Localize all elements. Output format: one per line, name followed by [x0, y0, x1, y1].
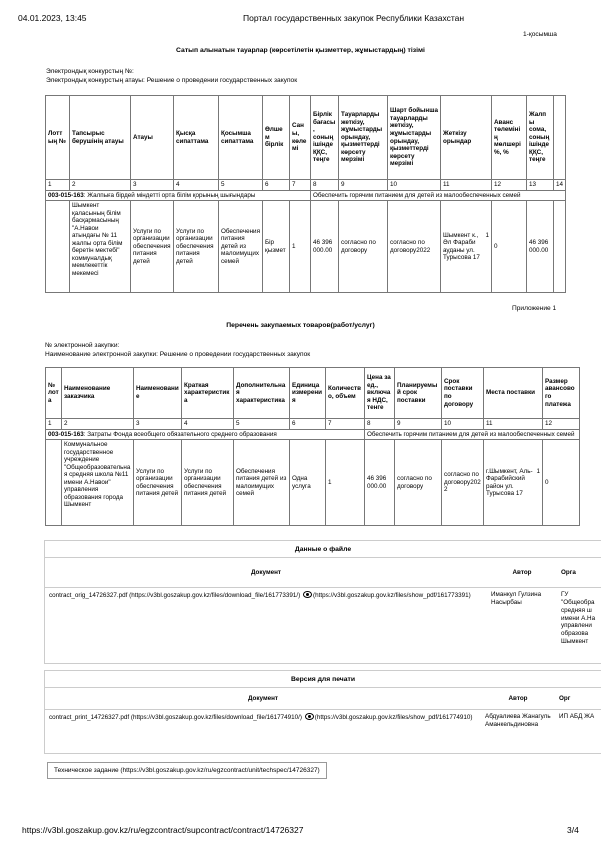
ru-group-goal: Обеспечить горячим питанием для детей из малообеспеченных семей — [365, 429, 580, 440]
ru-contract-term: согласно по договору2022 — [442, 440, 484, 526]
file-col-org: Орга — [557, 558, 601, 588]
kz-place-count: 1 — [485, 231, 489, 239]
ru-col-number: 5 — [234, 419, 290, 430]
kz-col-header: Шарт бойынша тауарларды жеткізу, жұмыстарды орындау, қызметтерді көрсету мерзімі — [388, 96, 441, 180]
print-col-document: Документ — [45, 688, 481, 710]
print-version-title: Версия для печати — [290, 676, 356, 683]
print-version-panel — [44, 670, 601, 754]
ru-item-name: Услуги по организации обеспечения питания детей — [134, 440, 182, 526]
kz-term: согласно по договору — [339, 201, 388, 293]
ru-col-number: 12 — [543, 419, 580, 430]
print-col-author: Автор — [481, 688, 555, 710]
kz-col-number: 11 — [441, 180, 492, 191]
file-org: ГУ "Общеобра средняя ш имени А.На управлени образова Шымкент — [557, 588, 601, 660]
ru-col-header: Размер авансового платежа — [543, 368, 580, 419]
kz-place-text: Шымкент к., Әл Фараби ауданы ул. Турысова 17 — [443, 231, 480, 262]
kz-group-row — [46, 190, 311, 201]
kz-col-number: 12 — [492, 180, 527, 191]
ru-col-header: Места поставки — [484, 368, 543, 419]
kz-item-short: Услуги по организации обеспечения питания детей — [174, 201, 219, 293]
kz-col-number: 14 — [554, 180, 566, 191]
ru-place-count: 1 — [536, 467, 540, 475]
kz-col-number: 7 — [290, 180, 311, 191]
kz-contest-number: Электрондық конкурстың №: — [46, 68, 134, 75]
kz-group-goal: Обеспечить горячим питанием для детей из малообеспеченных семей — [311, 190, 566, 201]
ru-group-code: 003-015-163 — [48, 430, 84, 438]
print-col-org: Орг — [555, 688, 601, 710]
print-view-link[interactable]: (https://v3bl.goszakup.gov.kz/files/show_pdf/161774910) — [314, 714, 473, 721]
ru-col-header: Единица измерения — [290, 368, 326, 419]
ru-group-row — [46, 429, 365, 440]
ru-group-text: : Затраты Фонда всеобщего обязательного среднего образования — [83, 430, 277, 438]
kz-advance: 0 — [492, 201, 527, 293]
ru-col-header: Наименование заказчика — [62, 368, 134, 419]
kz-list-title: Сатып алынатын тауарлар (көрсетілетін қызметтер, жұмыстардың) тізімі — [176, 47, 425, 54]
file-download-link[interactable]: contract_orig_14726327.pdf (https://v3bl.goszakup.gov.kz/files/download_file/161773391/) — [49, 592, 301, 599]
kz-goods-table — [45, 95, 566, 293]
ru-col-number: 1 — [46, 419, 62, 430]
file-data-table — [45, 557, 601, 660]
ru-list-title: Перечень закупаемых товаров(работ/услуг) — [226, 322, 375, 329]
kz-unit: Бір қызмет — [263, 201, 290, 293]
print-org: ИП АБД ЖА — [555, 710, 601, 750]
kz-col-number: 4 — [174, 180, 219, 191]
kz-col-header: Қысқа сипаттама — [174, 96, 219, 180]
kz-col-header: Өлшем бірлік — [263, 96, 290, 180]
print-links — [45, 710, 481, 750]
ru-col-number: 10 — [442, 419, 484, 430]
kz-price: 46 396 000.00 — [311, 201, 339, 293]
kz-col-header: Аванс төлемінің мөлшері %, % — [492, 96, 527, 180]
kz-customer: Шымкент қаласының білім басқармасының "А.Навои атындағы № 11 жалпы орта білім беретін мектебі" коммуналдық мемлекеттік мекемесі — [70, 201, 131, 293]
print-download-link[interactable]: contract_print_14726327.pdf (https://v3bl.goszakup.gov.kz/files/download_file/161774910/) — [49, 714, 302, 721]
appendix-ru: Приложение 1 — [512, 305, 557, 312]
ru-col-number: 2 — [62, 419, 134, 430]
ru-col-header: Планируемый срок поставки — [395, 368, 442, 419]
file-links — [45, 588, 487, 660]
kz-col-number: 13 — [527, 180, 554, 191]
kz-qty: 1 — [290, 201, 311, 293]
ru-col-header: Цена за ед., включая НДС, тенге — [365, 368, 395, 419]
ru-col-number: 3 — [134, 419, 182, 430]
ru-col-header: Дополнительная характеристика — [234, 368, 290, 419]
ru-col-header: Краткая характеристика — [182, 368, 234, 419]
print-site-title: Портал государственных закупок Республики Казахстан — [243, 13, 465, 23]
kz-col-number: 1 — [46, 180, 70, 191]
kz-col-number: 9 — [339, 180, 388, 191]
file-col-document: Документ — [45, 558, 487, 588]
ru-unit: Одна услуга — [290, 440, 326, 526]
kz-col-header: Жеткізу орындар — [441, 96, 492, 180]
kz-col-header: Қосымша сипаттама — [219, 96, 263, 180]
ru-col-number: 8 — [365, 419, 395, 430]
print-page-number: 3/4 — [567, 825, 579, 835]
techspec-link[interactable]: Техническое задание (https://v3bl.goszakup.gov.kz/ru/egzcontract/unit/techspec/14726327) — [47, 762, 327, 779]
kz-col-header: Лоттың № — [46, 96, 70, 180]
kz-col-number: 2 — [70, 180, 131, 191]
kz-item-extra: Обеспечения питания детей из малоимущих семей — [219, 201, 263, 293]
kz-contest-name: Электрондық конкурстың атауы: Решение о проведении государственных закупок — [46, 77, 298, 84]
ru-col-number: 11 — [484, 419, 543, 430]
ru-goods-table — [45, 367, 580, 526]
ru-advance: 0 — [543, 440, 580, 526]
file-col-author: Автор — [487, 558, 557, 588]
kz-total: 46 396 000.00 — [527, 201, 554, 293]
kz-contract-term: согласно по договору2022 — [388, 201, 441, 293]
ru-qty: 1 — [326, 440, 365, 526]
appendix-kz: 1-қосымша — [523, 31, 557, 38]
kz-col-number: 8 — [311, 180, 339, 191]
eye-icon[interactable] — [305, 713, 314, 720]
kz-col-number: 6 — [263, 180, 290, 191]
ru-col-header: Срок поставки по договору — [442, 368, 484, 419]
ru-delivery-place — [484, 440, 543, 526]
print-version-table — [45, 687, 601, 750]
ru-col-number: 4 — [182, 419, 234, 430]
ru-purchase-number: № электронной закупки: — [45, 342, 120, 349]
ru-col-header: № лота — [46, 368, 62, 419]
kz-col-header: Тауарларды жеткізу, жұмыстарды орындау, қызметтерді көрсету мерзімі — [339, 96, 388, 180]
print-author: Абдуалиева Жанагуль Аманкельдиновна — [481, 710, 555, 750]
eye-icon[interactable] — [303, 591, 312, 598]
kz-col-number: 5 — [219, 180, 263, 191]
file-data-panel — [44, 540, 601, 664]
ru-item-short: Услуги по организации обеспечения питания детей — [182, 440, 234, 526]
file-view-link[interactable]: (https://v3bl.goszakup.gov.kz/files/show_pdf/161773391) — [312, 592, 471, 599]
kz-group-code: 003-015-163 — [48, 191, 84, 199]
kz-delivery-place — [441, 201, 492, 293]
kz-col-number: 3 — [131, 180, 174, 191]
kz-item-name: Услуги по организации обеспечения питания детей — [131, 201, 174, 293]
ru-price: 46 396 000.00 — [365, 440, 395, 526]
kz-col-header: Атауы — [131, 96, 174, 180]
ru-item-extra: Обеспечения питания детей из малоимущих семей — [234, 440, 290, 526]
kz-col-header: Жалпы сома, соның ішінде ҚҚС, теңге — [527, 96, 554, 180]
ru-planned-term: согласно по договору — [395, 440, 442, 526]
ru-col-header: Наименование — [134, 368, 182, 419]
kz-col-header: Бірлік бағасы, соның ішінде ҚҚС, теңге — [311, 96, 339, 180]
ru-col-number: 6 — [290, 419, 326, 430]
ru-place-text: г.Шымкент, Аль-Фарабийский район ул. Турысова 17 — [486, 467, 533, 498]
file-author: Иманкул Гулзина Насырбаы — [487, 588, 557, 660]
ru-col-number: 7 — [326, 419, 365, 430]
print-datetime: 04.01.2023, 13:45 — [18, 13, 87, 23]
ru-customer: Коммунальное государственное учреждение "Общеобразовательная средняя школа №11 имени А.Навои" управления образования города Шымкент — [62, 440, 134, 526]
file-data-title: Данные о файле — [294, 546, 352, 553]
kz-group-text: : Жалпыға бірдей міндетті орта білім қорының шығындары — [83, 191, 256, 199]
kz-col-header: Саны, көлемі — [290, 96, 311, 180]
kz-col-number: 10 — [388, 180, 441, 191]
ru-purchase-name: Наименование электронной закупки: Решение о проведении государственных закупок — [45, 351, 311, 358]
kz-col-header: Тапсырыс берушінің атауы — [70, 96, 131, 180]
print-url: https://v3bl.goszakup.gov.kz/ru/egzcontract/supcontract/contract/14726327 — [22, 825, 304, 835]
ru-col-number: 9 — [395, 419, 442, 430]
ru-col-header: Количество, объем — [326, 368, 365, 419]
